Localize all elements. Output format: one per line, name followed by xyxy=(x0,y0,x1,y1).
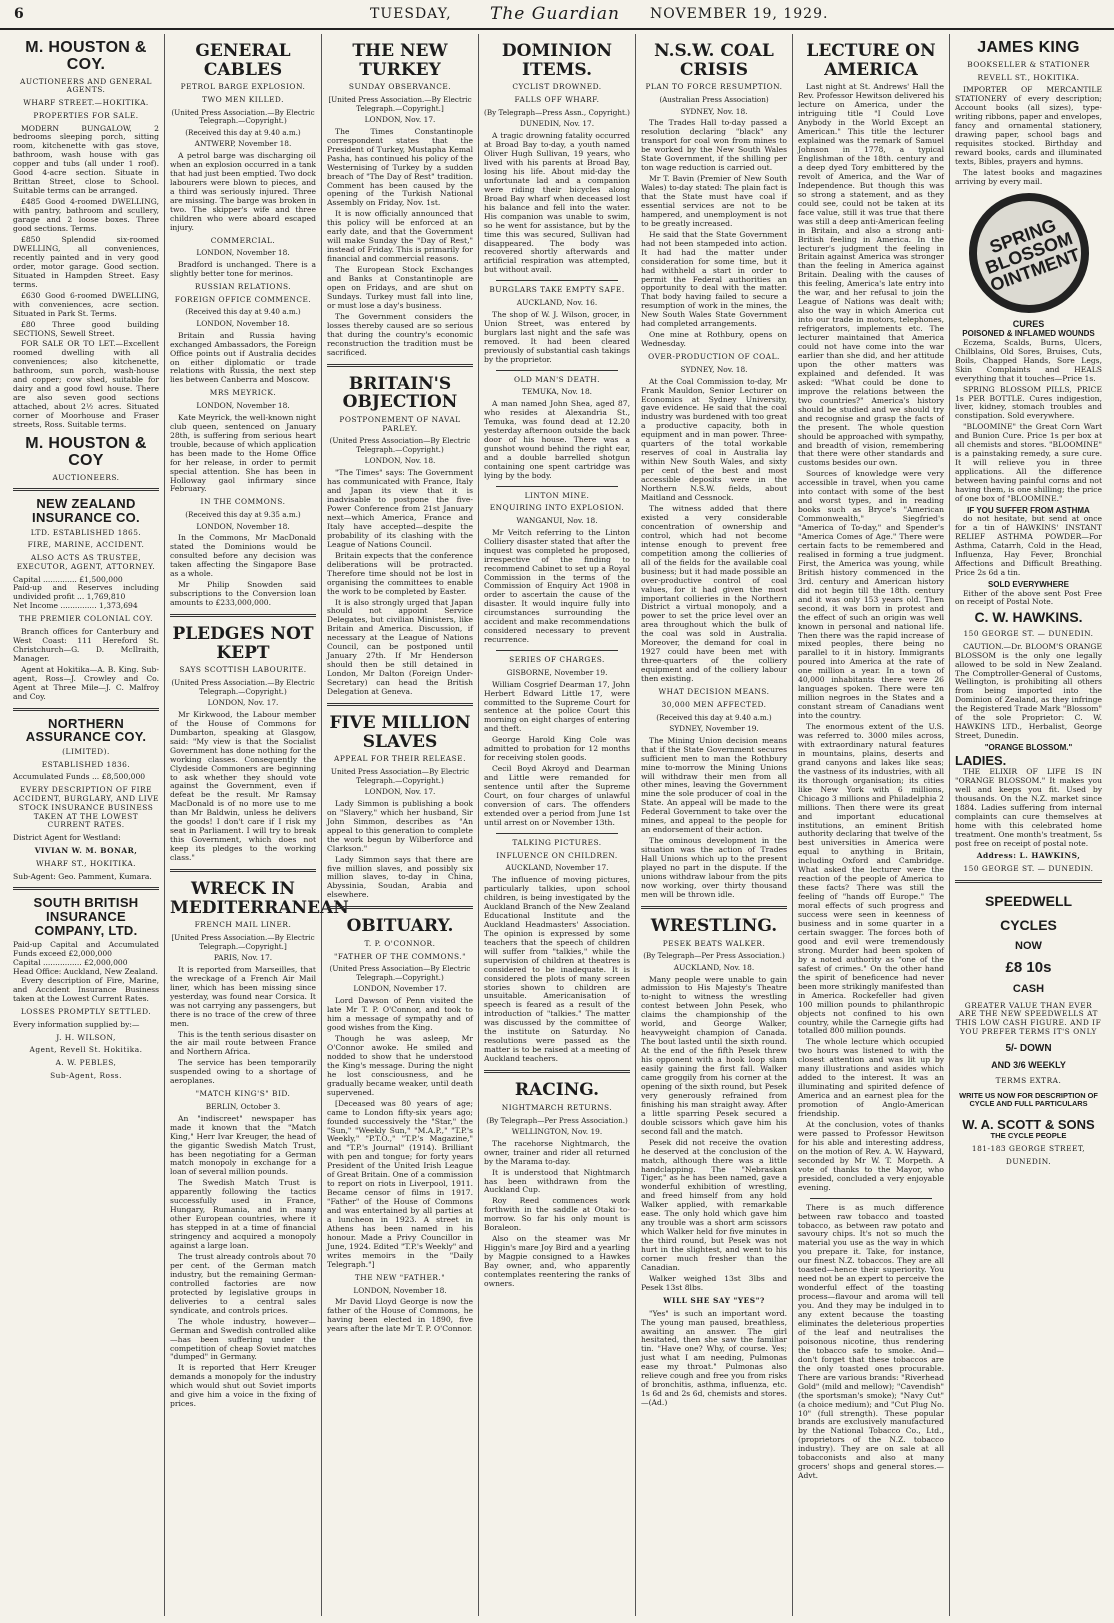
sb-desc: Every description of Fire, Marine, and Accident Insurance Business taken at the Lowest Current Rates. xyxy=(13,976,159,1004)
column-7 xyxy=(950,34,1107,1616)
na-addr: WHARF ST., HOKITIKA. xyxy=(35,858,137,868)
ad-text: FOR SALE OR TO LET.—Excellent roomed dwelling with all conveniences; also kitchenette, bathroom, sun porch, wash-house and copper; cow shed, suitable for dairy and a good fowl house. There are also seven good sections attached, about 2½ acres. Situated corner of Moorhouse and Fraser streets, Ross. Suitable terms. xyxy=(13,339,159,430)
masthead xyxy=(0,0,1114,30)
headline-wrestling: WRESTLING. xyxy=(650,915,778,936)
credit: [United Press Association.—By Electric Telegraph.—Copyright.] xyxy=(171,933,315,951)
received: (Received this day at 9.40 a.m.) xyxy=(656,712,772,722)
headline-obituary: OBITUARY. xyxy=(346,916,454,937)
nz-capital: Paid-up and Reserves including undivided profit ... 1,769,810 xyxy=(13,583,159,602)
article-text: Sources of knowledge were very accessible in travel, when you came into contact with some of the best and worst types, and in reading books such as Bryce's "American Commonwealth," Siegfried's "America of To-day," and Spender's "America Comes of Age." There were certain facts to be remembered and realised in forming a true judgment. First, the America was young, while British history commenced in the 3rd. century and American history did not begin till the 18th. century and it was only 153 years old. Then second, it was born in protest and the effect of such an origin was well known in personal and national life. Then there was the rapid increase of mixed peoples, there being no parallel to it in history. Immigrants poured into America at the rate of one million a year. In a town of 40,000 inhabitants there were 26 languages spoken. There were ten million negroes in the States and a constant stream of Canadians went into the country. xyxy=(798,469,944,721)
sb-info: Every information supplied by:— xyxy=(13,1019,140,1029)
write-us: WRITE US NOW FOR DESCRIPTION OF CYCLE AND FULL PARTICULARS xyxy=(959,1090,1098,1109)
masthead-title: The Guardian xyxy=(490,4,620,24)
subhead: WILL SHE SAY "YES"? xyxy=(663,1295,765,1305)
subhead: RUSSIAN RELATIONS. xyxy=(194,281,292,291)
article-text: Lady Simmon is publishing a book on "Slavery," which her husband, Sir John Simmon, describes as "An appeal to this generation to complete the work begun by Wilberforce and Clarkson." xyxy=(327,798,473,853)
divider xyxy=(484,1070,630,1073)
sb-capital: Paid-up Capital and Accumulated Funds exceed £2,000,000 xyxy=(13,940,159,959)
article-text: The trust already controls about 70 per cent. of the German match industry, but the remaining German-controlled factories are now protected by legislative groups in deliveries to a central sales syndicate, and controls prices. xyxy=(170,1252,316,1315)
article-text: The influence of moving pictures, particularly talkies, upon school children, is being investigated by the Auckland Branch of the New Zealand Educational Institute and the Auckland Headmasters' Association. The opinion is expressed by some teachers that the speech of children will suffer from "talkies," while the supervision of children at theatres is considered to be inadequate. It is considered the plots of many screen stories shown to children are unsuitable. Americanisation of speech is feared as a result of the introduction of "talkies." The matter was discussed by the committee of the institute on Saturday. No resolutions were passed as the matter is to be raised at a meeting of Auckland teachers. xyxy=(484,875,630,1064)
subhead: WHAT DECISION MEANS. xyxy=(658,687,770,697)
address: 150 GEORGE ST. — DUNEDIN. xyxy=(963,864,1094,874)
asthma-heading: IF YOU SUFFER FROM ASTHMA xyxy=(967,505,1090,515)
article-text: In the Commons, Mr MacDonald stated the Dominions would be consulted before any decision was taken affecting the Singapore Base as a whole. xyxy=(170,533,316,579)
subhead: FALLS OFF WHARF. xyxy=(514,95,600,105)
divider xyxy=(810,1198,932,1199)
headline-coal-crisis: N.S.W. COAL CRISIS xyxy=(654,41,774,80)
subhead: SERIES OF CHARGES. xyxy=(509,655,605,665)
article-text: [Deceased was 80 years of age; came to London fifty-six years ago; founded successively the "Star," the "Sun," "Weekly Sun," "M.A.P.," "T.P.'s Weekly," "P.T.O.," "T.P.'s Magazine," and "T.P.'s Journal" (1914). Brilliant with pen and tongue; for forty years President of the United Irish League of Great Britain. One of a commission to report on riots in Liverpool, 1911. Became censor of films in 1917. "Father" of the House of Commons and was entertained by all parties at a luncheon in 1923. A street in Athens has been named in his honour. Made a Privy Councillor in June, 1924. Edited "T.P.'s Weekly" and writes memoirs in the "Daily Telegraph."] xyxy=(327,1098,473,1269)
dateline: TEMUKA, Nov. 18. xyxy=(521,387,593,397)
masthead-day: TUESDAY, xyxy=(370,6,452,22)
headline-five-million-slaves: FIVE MILLION SLAVES xyxy=(329,713,471,752)
credit: [United Press Association.—By Electric Telegraph.—Copyright.] xyxy=(328,95,472,113)
divider xyxy=(13,708,159,711)
dateline: SYDNEY, Nov. 18. xyxy=(680,364,748,374)
article-text: Also on the steamer was Mr Higgin's mare Joy Bird and a yearling by Magpie consigned to a Hawkes Bay owner, and, who apparently contemplates reentering the ranks of owners. xyxy=(484,1234,630,1289)
dateline: LONDON, Nov. 18. xyxy=(364,456,436,466)
houston-sub: AUCTIONEERS AND GENERAL AGENTS. xyxy=(20,76,152,95)
ad-text: "BLOOMINE" the Great Corn Wart and Bunion Cure. Price 1s per box at all chemists and stores. "BLOOMINE" is a painstaking remedy, a sure cure. It will relieve you in three applications. All the difference between having painful corns and not having them, is one shilling; the price of one box of "BLOOMINE." xyxy=(955,422,1102,503)
page-columns xyxy=(8,34,1108,1616)
credit: (By Telegraph—Press Assn., Copyright.) xyxy=(484,107,630,117)
article-text: William Cosgrief Dearman 17, John Herbert Edward Little 17, were committed to the Supreme Court for sentence at the police Court this morning on eight charges of entering and theft. xyxy=(484,679,630,734)
dateline: LONDON, Nov. 17. xyxy=(364,115,436,125)
subhead: OVER-PRODUCTION OF COAL. xyxy=(648,352,780,362)
nz-premier: THE PREMIER COLONIAL COY. xyxy=(19,614,153,624)
article-text: It is now officially announced that this policy will be enforced at an early date, and that the Government will make Sunday the "Day of Rest," instead of Friday. This is primarily for financial and commercial reasons. xyxy=(327,209,473,264)
houston-sub-2: AUCTIONEERS. xyxy=(52,472,120,482)
article-text: Mr T. Bavin (Premier of New South Wales) to-day stated: The plain fact is that the State must have coal if essential services are not to be hampered, and unemployment is not to be greatly increased. xyxy=(641,174,787,228)
ad-text: £80 Three good building SECTIONS, Sewell Street. xyxy=(13,319,159,338)
dateline: BERLIN, October 3. xyxy=(205,1101,281,1111)
nz-capital: Net Income ............... 1,373,694 xyxy=(13,601,138,611)
subhead: TALKING PICTURES. xyxy=(512,837,602,847)
article-text: The whole industry, however—German and Swedish controlled alike—has been suffering under the competition of cheap Soviet matches "dumped" in Germany. xyxy=(170,1316,316,1362)
sb-capital: Capital ................ £2,000,000 xyxy=(13,958,128,968)
credit: (Australian Press Association) xyxy=(659,95,769,105)
divider xyxy=(496,833,618,834)
now: NOW xyxy=(1015,939,1042,952)
seal-text: SPRING BLOSSOM OINTMENT xyxy=(982,214,1083,296)
subhead: NIGHTMARCH RETURNS. xyxy=(501,1102,613,1112)
article-text: The enormous extent of the U.S. was referred to. 3000 miles across, with extraordinary natural features in mountains, plains, deserts and grand canyons and lakes like seas; the vastness of its industries, with all its thorough organisation; its cities like New York with 6 millions, Chicago 3 millions and Philadelphia 2 millions. Then there were its great and important educational institutions, an eminent British authority declaring that twelve of the best universities in America were equal to anything in Britain, including Oxford and Cambridge. What asked the lecturer were the reaction of the people of America to these facts? There was still the feeling of "hands off Europe." The moral effects of such progress and success were seen in keenness of business and in some quarter in a certain swagger. The forces both of good and evil were tremendously strong. Murder had been spoken of by a noted authority as "one of the safest of crimes." On the other hand the spirit of beneficence had never been more strikingly manifested than in America. Rockefeller had given 100 million pounds to philanthropic objects not confined to his own country, while the Carnegie gifts had totalled 800 million pounds. xyxy=(798,722,944,1036)
divider xyxy=(13,887,159,890)
subhead: FOREIGN OFFICE COMMENCE. xyxy=(174,294,312,304)
terms-extra: TERMS EXTRA. xyxy=(995,1075,1062,1085)
dateline: LONDON, November 18. xyxy=(196,248,290,258)
article-text: The Mining Union decision means that if the State Government secures sufficient men to man the Rothbury mine to-morrow the Mining Unions will withdraw their men from all other mines, leaving the Government mine the sole producer of coal in the State. An appeal will be made to the Federal Government to take over the mines, and appeal to the people for an endorsement of their action. xyxy=(641,735,787,835)
column-1 xyxy=(8,34,165,1616)
dateline: GISBORNE, November 19. xyxy=(506,667,608,677)
speedwell-desc: GREATER VALUE THAN EVER ARE THE NEW SPEEDWELLS AT THIS LOW CASH FIGURE. AND IF YOU PREFER TERMS IT'S ONLY xyxy=(955,1000,1102,1036)
wa-scott: W. A. SCOTT & SONS xyxy=(962,1117,1095,1133)
column-5 xyxy=(636,34,793,1616)
article-text: "Yes" is such an important word. The young man paused, breathless, awaiting an answer. The girl hesitated, then she saw the familiar tin. "Have one? Why, of course. Yes; just what I am needing, Pulmonas ease my throat." Pulmonas also relieve cough and free you from risks of bronchitis, asthma, influenza, etc. 1s 6d and 2s 6d, chemists and stores.—(Ad.) xyxy=(641,1308,787,1408)
article-text: George Harold King Cole was admitted to probation for 12 months for receiving stolen goods. xyxy=(484,735,630,763)
jk-latest: The latest books and magazines arriving by every mail. xyxy=(955,167,1102,186)
ad-text: SPRING BLOSSOM PILLS, PRICE 1s PER BOTTLE. Cures indigestion, liver, kidney, stomach troubles and constipation. Sold everywhere. xyxy=(955,384,1102,421)
article-text: It is reported that Herr Kreuger demands a monopoly for the industry which would shut out Soviet imports and give him a voice in the fixing of prices. xyxy=(170,1363,316,1409)
article-text: One mine at Rothbury, opens on Wednesday. xyxy=(641,330,787,349)
divider xyxy=(641,906,787,909)
credit: (United Press Association—By Electric Telegraph.—Copyright.) xyxy=(329,436,471,454)
dateline: ANTWERP, November 18. xyxy=(194,139,292,149)
james-king-title: JAMES KING xyxy=(977,39,1080,56)
properties-heading: PROPERTIES FOR SALE. xyxy=(33,110,139,120)
subhead: MRS MEYRICK. xyxy=(209,388,277,398)
price: £8 10s xyxy=(1005,958,1052,976)
na-ltd: (LIMITED). xyxy=(62,746,110,756)
subhead: PLAN TO FORCE RESUMPTION. xyxy=(645,82,783,92)
article-text: The shop of W. J. Wilson, grocer, in Union Street, was entered by burglars last night and the safe was removed. It had been cleared previously of substantial cash takings by the proprietor. xyxy=(484,309,630,364)
address-heading: Address: L. HAWKINS, xyxy=(976,851,1081,861)
subhead: SAYS SCOTTISH LABOURITE. xyxy=(179,665,307,675)
nz-agents: Agent at Hokitika—A. B. King. Sub-agent, Ross—J. Crowley and Co. Agent at Three Mile—J. C. Malfroy and Coy. xyxy=(13,664,159,701)
ladies-heading: LADIES. xyxy=(955,752,1007,768)
ad-text: CAUTION.—Dr. BLOOM'S ORANGE BLOSSOM is the only one legally allowed to be sold in New Zealand. The Comptroller-General of Customs, Wellington, is prohibiting all others from being imported into the Dominion of Zealand, as they infringe the Registered Trade Mark "Blossom" of the sole Proprietor: C. W. HAWKINS LTD., Herbalist, George Street, Dunedin. xyxy=(955,641,1102,741)
divider xyxy=(170,614,316,617)
headline-dominion-items: DOMINION ITEMS. xyxy=(501,41,613,80)
ad-text: £485 Good 4-roomed DWELLING, with pantry, bathroom and scullery, garage and 2 loose boxes. Three good sections. Terms. xyxy=(13,197,159,234)
subhead: "MATCH KING'S" BID. xyxy=(195,1089,291,1099)
dateline: LONDON, November 17. xyxy=(353,984,447,994)
na-desc: EVERY DESCRIPTION OF FIRE ACCIDENT, BURGLARY, AND LIVE STOCK INSURANCE BUSINESS TAKEN AT THE LOWEST CURRENT RATES. xyxy=(13,785,159,830)
subhead: APPEAL FOR THEIR RELEASE. xyxy=(334,754,466,764)
dateline: LONDON, November 18. xyxy=(196,401,290,411)
dateline: AUCKLAND, Nov. 16. xyxy=(516,298,598,308)
na-subagent: Sub-Agent: Geo. Pamment, Kumara. xyxy=(13,871,152,881)
article-text: Britain expects that the conference deliberations will be protracted. Therefore time should not be lost in organising the committees to enable the work to be completed by Easter. xyxy=(327,550,473,596)
subhead: POSTPONEMENT OF NAVAL PARLEY. xyxy=(339,415,461,433)
ad-text: do not hesitate, but send at once for a tin of HAWKINS' INSTANT RELIEF ASTHMA POWDER—For Asthma, Catarrh, Cold in the Head, Influenza, Hay Fever, Bronchial Affections and Difficult Breathing. Price 2s 6d a tin. xyxy=(955,514,1102,578)
divider xyxy=(496,280,618,281)
headline-pledges: PLEDGES NOT KEPT xyxy=(172,624,314,663)
ad-text: £850 Splendid six-roomed DWELLING, all conveniences, recently painted and in very good order, motor garage. Good section. Situated in Hampden Street. Easy terms. xyxy=(13,234,159,289)
divider xyxy=(955,880,1102,883)
subhead: TWO MEN KILLED. xyxy=(202,95,284,105)
article-text: Last night at St. Andrews' Hall the Rev. Professor Hewitson delivered his lecture on America, under the intriguing title "I Could Love Anybody in the World Except an American." This title the lecturer explained was the remark of Samuel Johnson in 1778, a typical Englishman of the 18th. century and a deep dyed Tory embittered by the revolt of America, and the War of Independence. But though this was so strong a statement, and as they could see, could not be taken at its face value, still it was true that there was still a deep anti-American feeling in Britain, and also a strong anti-British feeling in America. In the lecturer's judgment the feeling in Britain against America was stronger than the feeling in America against Britain. Dealing with the causes of this feeling, America's late entry into the war, and her refusal to join the League of Nations was dealt with; also the way in which America cut into our trade in motors, telephones, refrigerators, implements etc. The lecturer maintained that America could not have come into the war earlier than she did, and her attitude upon the other matters was explained and defended. It was asked: "What could be done to improve the relations between the two countries?" America's history should be studied and we should try and recognise and grasp the facts of the present. The whole question should be approached with sympathy, and breadth of vision, remembering that there were other standards and customs besides our own. xyxy=(798,82,944,468)
jk-addr: REVELL ST., HOKITIKA. xyxy=(977,72,1080,82)
article-text: Many people were unable to gain admission to His Majesty's Theatre to-night to witness the wrestling contest between John Pesek, who claims the championship of the world, and George Walker, heavyweight champion of Canada. The bout lasted until the sixth round. At the end of the fifth Pesek threw his opponent with a hook loop slam easily gaining the first fall. Walker came groggily from his corner at the opening of the sixth round, but Pesek very generously refrained from finishing his man straight away. After a little sparring Pesek secured a double scissors which gave him his second fall and the match. xyxy=(641,974,787,1136)
south-british-title: SOUTH BRITISH INSURANCE COMPANY, LTD. xyxy=(33,895,139,938)
article-text: The Times Constantinople correspondent states that the President of Turkey, Mustapha Kemal Pasha, has continued his policy of the Westernising of Turkey by a sudden breach of "The Day of Rest" tradition. Comment has been caused by the opening of the Turkish National Assembly on Friday, Nov. 1st. xyxy=(327,126,473,208)
article-text: A man named John Shea, aged 87, who resides at Alexandria St., Temuka, was found dead at 12.20 yesterday afternoon outside the back door of his house. There was a gunshot wound behind the right ear, and a double barrelled shotgun containing one spent cartridge was lying by the body. xyxy=(484,398,630,480)
article-text: The Government considers the losses thereby caused are so serious that during the country's economic reconstruction the tradition must be sacrificed. xyxy=(327,311,473,357)
jk-body: IMPORTER OF MERCANTILE STATIONERY of every description; Account books (all sizes), type-writing ribbons, paper and envelopes, fancy and ornamental stationery, drawing paper, school bags and requisites stocked. Birthday and reward books, cards and illuminated texts, Bibles, prayers and hymns. xyxy=(955,85,1102,166)
column-4 xyxy=(479,34,636,1616)
poisoned-wounds: POISONED & INFLAMED WOUNDS xyxy=(962,329,1095,339)
subhead: PETROL BARGE EXPLOSION. xyxy=(180,82,306,92)
article-text: The Swedish Match Trust is apparently following the tactics successfully used in France, Hungary, Rumania, and in many other European countries, where it has stepped in at a time of financial stringency and acquired a monopoly against a large loan. xyxy=(170,1178,316,1251)
divider xyxy=(496,486,618,487)
cycle-people: THE CYCLE PEOPLE xyxy=(990,1131,1067,1141)
nz-acts: ALSO ACTS AS TRUSTEE, EXECUTOR, AGENT, ATTORNEY. xyxy=(16,553,156,571)
sold-everywhere: SOLD EVERYWHERE xyxy=(987,580,1070,590)
article-text: Lord Dawson of Penn visited the late Mr T. P. O'Connor, and took to him a message of sympathy and of good wishes from the King. xyxy=(327,996,473,1033)
article-text: Walker weighed 13st 3lbs and Pesek 13st 8lbs. xyxy=(641,1273,787,1292)
dateline: DUNEDIN, Nov. 17. xyxy=(519,119,595,129)
article-text: Mr Philip Snowden said subscriptions to the Conversion loan amounts to £233,000,000. xyxy=(170,580,316,608)
credit: (By Telegraph—Per Press Association.) xyxy=(486,1115,628,1125)
article-text: Pesek did not receive the ovation he deserved at the conclusion of the match, although there was a little handclapping. The "Nebraskan Tiger," as he has been named, gave a wonderful exhibition of wrestling, and freed himself from any hold Walker applied, with remarkable ease. The only hold which gave him any trouble was a short arm scissors which Walker held for five minutes in the third round, but Pesek was not hurt in the slightest, and went to his corner much fresher than the Canadian. xyxy=(641,1137,787,1273)
dateline: SYDNEY, November 19. xyxy=(669,723,759,733)
received: (Received this day at 9.40 a.m.) xyxy=(185,307,301,317)
ad-text: Either of the above sent Post Free on receipt of Postal Note. xyxy=(955,588,1102,607)
received: (Received this day at 9.35 a.m.) xyxy=(185,510,301,520)
cw-addr: 150 GEORGE ST. — DUNEDIN. xyxy=(963,628,1094,638)
nz-insurance-title: NEW ZEALAND INSURANCE CO. xyxy=(32,496,140,525)
article-text: This is the tenth serious disaster on the air mail route between France and Northern Africa. xyxy=(170,1029,316,1057)
divider xyxy=(170,869,316,872)
article-text: Cecil Boyd Akroyd and Dearman and Little were remanded for sentence until after the Supreme Court, on four charges of unlawful conversion of cars. The offenders extended over a period from June 1st until arrest on or November 13th. xyxy=(484,764,630,827)
subhead: COMMERCIAL. xyxy=(210,235,276,245)
subhead: T. P. O'CONNOR. xyxy=(364,939,436,948)
subhead: FRENCH MAIL LINER. xyxy=(194,920,292,930)
divider xyxy=(327,703,473,706)
dateline: LONDON, November 18. xyxy=(196,521,290,531)
article-text: The racehorse Nightmarch, the owner, trainer and rider all returned by the Marama to-day. xyxy=(484,1138,630,1166)
article-text: At the conclusion, votes of thanks were passed to Professor Hewitson for his able and interesting address, on the motion of Rev. A. W. Hayward, seconded by Mr W. T. Morpeth. A vote of thanks to the Mayor, who presided, concluded a very enjoyable evening. xyxy=(798,1119,944,1192)
article-text: Mr Kirkwood, the Labour member of the House of Commons for Dumbarton, speaking at Glasgow, said: "My view is that the Socialist Government has done nothing for the working classes. Consequently the Clydeside Commoners are beginning to ask whether they should vote against the Government, even if defeat be the result. Mr Ramsay MacDonald is of no more use to me than Mr Baldwin, unless he delivers the goods! I don't care if I risk my seat in Parliament. I will try to break this Government, which does not keep its pledges to the working class." xyxy=(170,709,316,863)
subhead: "FATHER OF THE COMMONS." xyxy=(333,951,467,961)
weekly: AND 3/6 WEEKLY xyxy=(991,1060,1066,1071)
cures: CURES xyxy=(1012,318,1045,329)
credit: (By Telegraph—Per Press Association.) xyxy=(643,951,785,961)
na-agent-label: District Agent for Westland: xyxy=(13,833,121,843)
credit: (United Press Association.—By Electric Telegraph.—Copyright.) xyxy=(171,678,315,696)
houston-title: M. HOUSTON & COY. xyxy=(25,39,147,73)
subhead: 30,000 MEN AFFECTED. xyxy=(661,699,767,709)
houston-title-2: M. HOUSTON & COY xyxy=(25,434,147,469)
wa-city: DUNEDIN. xyxy=(1005,1157,1052,1167)
article-text: Bradford is unchanged. There is a slightly better tone for merinos. xyxy=(170,260,316,279)
page-number: 6 xyxy=(14,6,25,22)
subhead: OLD MAN'S DEATH. xyxy=(513,374,601,384)
article-text: There is as much difference between raw tobacco and toasted tobacco, as between raw potato and savoury chips. It's not so much the material you use as the way in which you prepare it. Take, for instance, our finest N.Z. tobaccos. They are all toasted—hence their superiority. You need not be an expert to perceive the wonderful effect of the toasting process—flavour and aroma will tell you. And they may be indulged in to any extent because the toasting eliminates the deleterious properties of the leaf and neutralises the poisonous nicotine, thus rendering the tobacco safe to smoke. And—don't forget that these tobaccos are the only toasted ones procurable. There are various brands: "Riverhead Gold" (mild and mellow); "Cavendish" (the sportsman's smoke); "Navy Cut" (a choice medium); and "Cut Plug No. 10" (full strength). These popular brands are exclusively manufactured by the National Tobacco Co., Ltd., (proprietors of the N.Z. tobacco industry). They are on sale at all tobacconists and also at many grocers' shops and general stores.—Advt. xyxy=(798,1202,944,1481)
dateline: LONDON, November 18. xyxy=(196,318,290,328)
nz-est: LTD. ESTABLISHED 1865. xyxy=(30,527,142,537)
divider xyxy=(496,650,618,651)
divider xyxy=(327,364,473,367)
headline-lecture: LECTURE ON AMERICA xyxy=(806,41,936,80)
sb-wilson: J. H. WILSON, xyxy=(56,1032,116,1042)
dateline: PARIS, Nov. 17. xyxy=(213,953,273,963)
dateline: AUCKLAND, November 17. xyxy=(505,863,609,873)
cash: CASH xyxy=(1012,982,1045,995)
article-text: Roy Reed commences work forthwith in the saddle at Otaki to-morrow. So far his only mount is Boraleon. xyxy=(484,1196,630,1233)
subhead: LINTON MINE. xyxy=(524,490,590,500)
sb-peebles: A. W. PEBLES, xyxy=(55,1058,117,1068)
nz-capital: Capital .............. £1,500,000 xyxy=(13,574,123,584)
wa-street: 181-183 GEORGE STREET, xyxy=(971,1144,1086,1154)
subhead: SUNDAY OBSERVANCE. xyxy=(348,82,452,92)
article-text: "The Times" says: The Government has communicated with France, Italy and Japan its view that it is inadvisable to postpone the five-Power Conference from 21st January next—which America, France and Italy have accepted—despite the probability of its clashing with the League of Nations Council. xyxy=(327,468,473,549)
northern-assurance-title: NORTHERN ASSURANCE COY. xyxy=(25,715,147,745)
subhead: INFLUENCE ON CHILDREN. xyxy=(496,850,618,860)
nz-fire: FIRE, MARINE, ACCIDENT. xyxy=(27,540,145,550)
sb-wilson-addr: Agent, Revell St. Hokitika. xyxy=(29,1045,143,1055)
dateline: LONDON, November 18. xyxy=(353,1285,447,1295)
article-text: The European Stock Exchanges and Banks at Constantinople are open on Fridays, and are shut on Sundays. Turkey must fall into line, or must lose a day's business. xyxy=(327,265,473,310)
article-text: Mr David Lloyd George is now the father of the House of Commons, he having been elected in 1890, five years after the late Mr T. P. O'Connor. xyxy=(327,1297,473,1334)
article-text: Though he was asleep, Mr O'Connor awoke. He smiled and nodded to show that he understood the King's message. During the night he lost consciousness, and he gradually became weaker, until death supervened. xyxy=(327,1033,473,1097)
down-payment: 5/- DOWN xyxy=(1005,1042,1052,1054)
article-text: Britain and Russia having exchanged Ambassadors, the Foreign Office points out if Australia decides on either diplomatic or trade relations with Russia, the next step lies between Canberra and Moscow. xyxy=(170,330,316,385)
headline-general-cables: GENERAL CABLES xyxy=(195,41,291,80)
article-text: A petrol barge was discharging oil when an explosion occurred in a tank that had just been emptied. Two dock labourers were blown to pieces, and a third was seriously injured. Three are missing. The barge was broken in two. The skipper's wife and three children who were aboard escaped injury. xyxy=(170,151,316,232)
article-text: The witness added that there existed a very considerable concentration of ownership and control, which had not become intense enough to prevent free competition among the collieries of all of the fields for the available coal business; but it had made possible an over-productive control of coal values, for it had given the most important collieries in the Northern District a virtual monopoly, and a power to set the price level over an area throughout which the bulk of the coal was sold in Australia. Moreover, the demand for coal in 1927 could have been met with three-quarters of the colliery equipment and of the colliery labour then existing. xyxy=(641,503,787,684)
subhead: PESEK BEATS WALKER. xyxy=(662,938,766,948)
article-text: The ominous development in the situation was the action of Trades Hall Unions which up to the present played no part in the dispute. If the unions withdraw labour from the pits now working, over thirty thousand men will be thrown idle. xyxy=(641,836,787,899)
cw-hawkins: C. W. HAWKINS. xyxy=(974,609,1083,626)
received: (Received this day at 9.40 a.m.) xyxy=(185,127,301,137)
dateline: WELLINGTON, Nov. 19. xyxy=(511,1126,603,1136)
article-text: The service has been temporarily suspended owing to a shortage of aeroplanes. xyxy=(170,1058,316,1086)
sb-office: Head Office: Auckland, New Zealand. xyxy=(13,967,158,977)
column-2 xyxy=(165,34,349,1616)
subhead: ENQUIRING INTO EXPLOSION. xyxy=(489,503,625,513)
sb-peebles-addr: Sub-Agent, Ross. xyxy=(50,1070,122,1080)
ad-text: £630 Good 6-roomed DWELLING, with conveniences, acre section. Situated in Park St. Terms. xyxy=(13,290,159,318)
column-3 xyxy=(322,34,479,1616)
article-text: A tragic drowning fatality occurred at Broad Bay to-day, a youth named Oliver Hugh Sullivan, 19 years, who lived with his parents at Broad Bay, losing his life. About mid-day the unfortunate lad and a companion were riding their bicycles along Broad Bay wharf when deceased lost his balance and fell into the water. His companion was unable to swim, so he went for assistance, but by the time this was secured, Sullivan had disappeared. The body was recovered shortly afterwards and artificial respiration was attempted, but without avail. xyxy=(484,131,630,275)
cycles: CYCLES xyxy=(1000,917,1057,934)
article-text: He said that the State Government had not been stampeded into action. It had had the matter under consideration for some time, but it had withheld a start in order to permit the Federal authorities an opportunity to deal with the matter. That body having failed to secure a resumption of work in the mines, the New South Wales State Government had completed arrangements. xyxy=(641,229,787,329)
speedwell: SPEEDWELL xyxy=(984,892,1073,909)
divider xyxy=(496,370,618,371)
spring-blossom-seal-icon xyxy=(969,193,1089,313)
article-text: It is also strongly urged that Japan should not appoint Service Delegates, but civilian Ministers, like Britain and America. Discussion, if necessary at the League of Nations Council, can be postponed until January 27th. If Mr Henderson should then be still detained in London, Mr Dalton (Foreign Under-Secretary) can head the British Delegation at Geneva. xyxy=(327,597,473,697)
divider xyxy=(13,488,159,491)
article-text: The Trades Hall to-day passed a resolution declaring "black" any transport for coal won from mines to be worked by the New South Wales State Government, if the shilling per ton wage reduction is carried out. xyxy=(641,118,787,173)
nz-branch: Branch offices for Canterbury and West Coast: 111 Hereford St. Christchurch—G. D. McIlraith, Manager. xyxy=(13,627,159,663)
column-6 xyxy=(793,34,950,1616)
sb-losses: LOSSES PROMPTLY SETTLED. xyxy=(20,1007,152,1017)
na-est: ESTABLISHED 1836. xyxy=(41,759,131,769)
dateline: WANGANUI, Nov. 18. xyxy=(516,516,598,526)
houston-addr: WHARF STREET.—HOKITIKA. xyxy=(23,98,149,108)
headline-britains-objection: BRITAIN'S OBJECTION xyxy=(342,373,458,413)
article-text: It is reported from Marseilles, that the wreckage of a French Air Mail liner, which has been missing since yesterday, was found near Corsica. It was not carrying any passengers, but there is no trace of the crew of three men. xyxy=(170,964,316,1028)
subhead: BURGLARS TAKE EMPTY SAFE. xyxy=(489,285,625,295)
credit: (United Press Association.—By Electric Telegraph.—Copyright.) xyxy=(171,107,315,126)
na-funds: Accumulated Funds ... £8,500,000 xyxy=(13,772,146,782)
article-text: At the Coal Commission to-day, Mr Frank Mauldon, Senior Lecturer on Economics at Sydney University, gave evidence. He said that the coal industry was burdened with too great a productive capacity, both in equipment and in man power. Three-quarters of the total workable reserves of coal in Australia lay within New South Wales, and sixty per cent of the best and most accessible deposits were in the Northern N.S.W. fields, about Maitland and Cessnock. xyxy=(641,376,787,503)
jk-sub: BOOKSELLER & STATIONER xyxy=(967,59,1090,69)
article-text: It is understood that Nightmarch has been withdrawn from the Auckland Cup. xyxy=(484,1167,630,1195)
subhead: THE NEW "FATHER." xyxy=(354,1272,446,1282)
credit: (United Press Association—By Electric Telegraph.—Copyright.) xyxy=(329,964,471,982)
ad-text: THE ELIXIR OF LIFE IS IN "ORANGE BLOSSOM." It makes you well and keeps you fit. Used by thousands. On the N.Z. market since 1884. Ladies suffering from internal complaints can cure themselves at home with this celebrated home treatment. One month's treatment, 5s post free on receipt of postal note. xyxy=(955,766,1102,848)
headline-racing: RACING. xyxy=(514,1080,600,1101)
credit: United Press Association—By Electric Telegraph.—Copyright.) xyxy=(330,767,470,785)
subhead: IN THE COMMONS. xyxy=(200,497,286,507)
ad-text: MODERN BUNGALOW, 2 bedrooms sleeping porch, sitting room, kitchenette with gas stove, bathroom, wash house with gas copper and tubs (all under 1 roof). Good 4-acre section. Situate in Brittan Street, close to School. Suitable terms can be arranged. xyxy=(13,123,159,196)
subhead: CYCLIST DROWNED. xyxy=(512,82,602,92)
masthead-date: NOVEMBER 19, 1929. xyxy=(650,6,829,22)
dateline: LONDON, Nov. 17. xyxy=(364,787,436,797)
dateline: LONDON, Nov. 17. xyxy=(207,698,279,708)
article-text: Mr Veitch referring to the Linton Colliery disaster stated that after the inquest was completed he proposed, irrespective of the finding to recommend Cabinet to set up a Royal Commission in the terms of the Commission of Enquiry Act 1908 in order to ascertain the cause of the disaster. It would inquire fully into circumstances surrounding the accident and make recommendations considered necessary to prevent recurrence. xyxy=(484,527,630,645)
article-text: Lady Simmon says that there are five million slaves, and possibly six million slaves, to-day in China, Abyssinia, Soudan, Arabia and elsewhere. xyxy=(327,854,473,900)
headline-wreck: WRECK IN MEDITERRANEAN xyxy=(170,879,349,918)
headline-new-turkey: THE NEW TURKEY xyxy=(352,41,448,80)
article-text: Kate Meyrick, the well-known night club queen, sentenced on January 28th, is suffering from serious heart trouble, because of which application has been made to the Home Office for her release, in order to permit special attention. She has been in Holloway gaol infirmary since February. xyxy=(170,412,316,494)
ad-text: Eczema, Scalds, Burns, Ulcers, Chilblains, Old Sores, Bruises, Cuts, Boils, Chapped Hands, Sore Legs, Skin Complaints and HEALS everything that it touches—Price 1s. xyxy=(955,337,1102,383)
dateline: SYDNEY, Nov. 18. xyxy=(680,106,748,116)
divider xyxy=(327,906,473,909)
article-text: An "indiscreet" newspaper has made it known that the "Match King," Herr Ivar Kreuger, the head of the gigantic Swedish Match Trust, has been negotiating for a German match monopoly in exchange for a loan of several million pounds. xyxy=(170,1113,316,1177)
orange-blossom: "ORANGE BLOSSOM." xyxy=(984,743,1073,753)
dateline: AUCKLAND, Nov. 18. xyxy=(673,962,755,972)
na-agent: VIVIAN W. M. BONAR, xyxy=(34,846,138,856)
article-text: The whole lecture which occupied two hours was listened to with the closest attention and was lit up by many illustrations and asides which added to the interest. It was an illuminating and spirited defence of America and an earnest plea for the promotion of Anglo-American friendship. xyxy=(798,1037,944,1119)
